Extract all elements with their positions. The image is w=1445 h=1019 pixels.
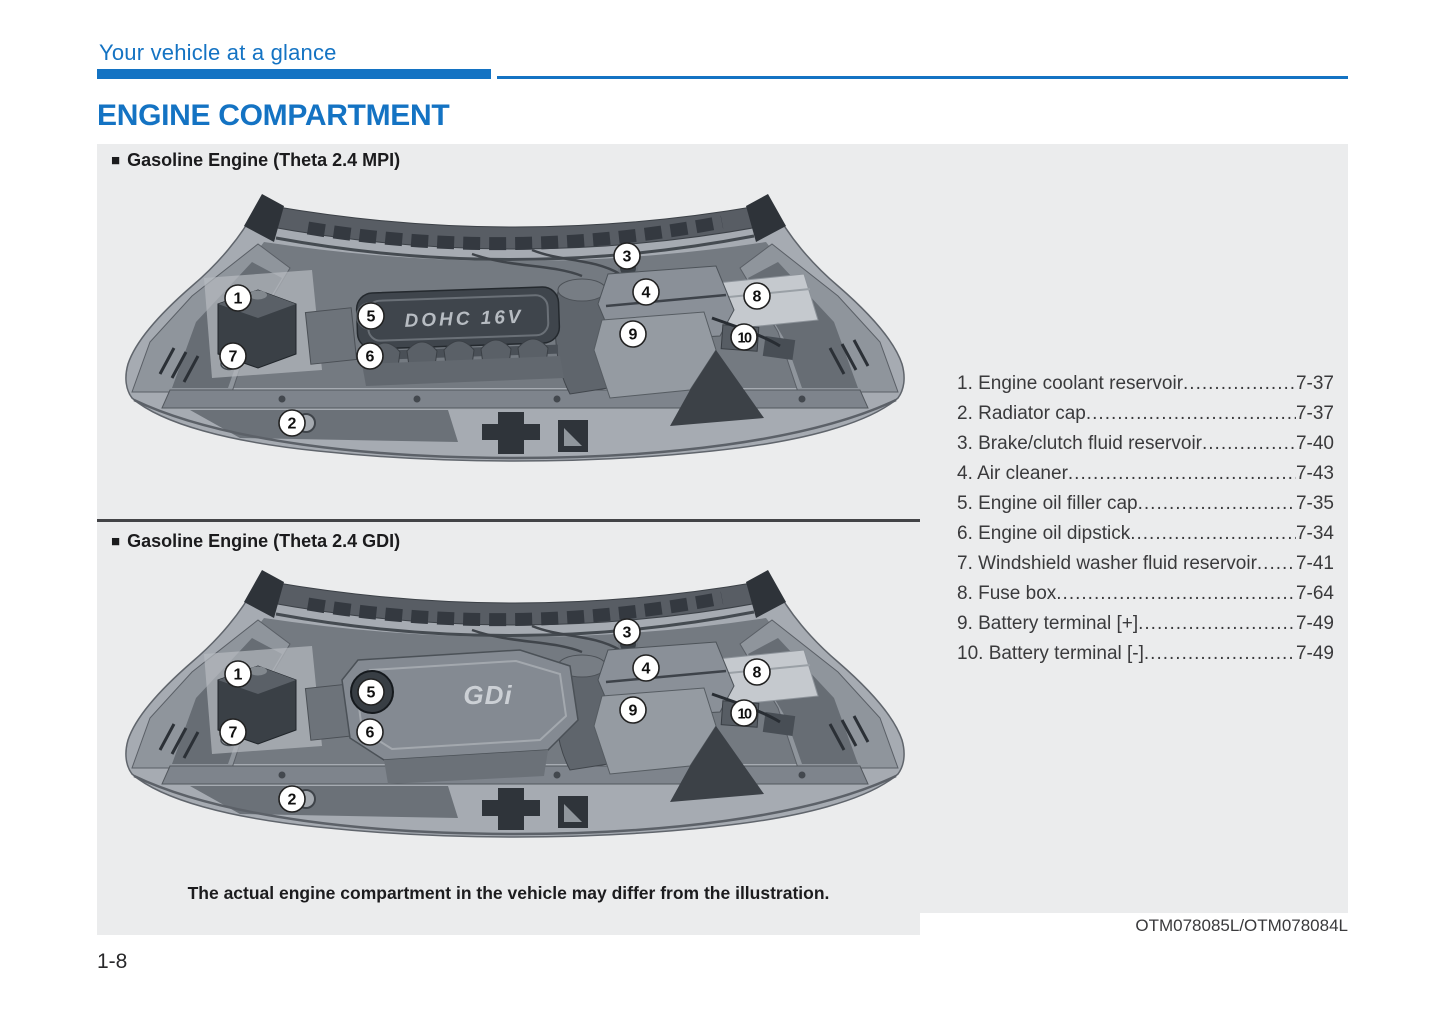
legend-label: 7. Windshield washer fluid reservoir: [957, 553, 1257, 574]
section-label-text: Gasoline Engine (Theta 2.4 MPI): [127, 150, 401, 170]
legend-label: 10. Battery terminal [-]: [957, 643, 1144, 664]
legend-page-ref: 7-41: [1295, 553, 1334, 574]
legend-label: 3. Brake/clutch fluid reservoir: [957, 433, 1202, 454]
section-label-gdi: [111, 531, 400, 552]
section-label-mpi: [111, 150, 400, 171]
legend-page-ref: 7-34: [1295, 523, 1334, 544]
legend-page-ref: 7-37: [1295, 403, 1334, 424]
square-bullet-icon: ■: [111, 533, 121, 550]
parts-legend: [957, 369, 1334, 669]
illustration-code: OTM078085L/OTM078084L: [1135, 916, 1348, 935]
engine-cover-text: DOHC 16V: [404, 306, 524, 332]
legend-item: [957, 519, 1334, 549]
legend-item: [957, 549, 1334, 579]
legend-item: [957, 489, 1334, 519]
page-number: 1-8: [97, 950, 128, 973]
legend-item: [957, 429, 1334, 459]
header-rule-thick: [97, 69, 491, 79]
legend-page-ref: 7-49: [1295, 643, 1334, 664]
legend-label: 8. Fuse box: [957, 583, 1057, 604]
legend-item: [957, 459, 1334, 489]
breadcrumb: Your vehicle at a glance: [99, 40, 337, 65]
engine-cover-text: GDi: [463, 680, 513, 710]
legend-page-ref: 7-43: [1295, 463, 1334, 484]
legend-page-ref: 7-49: [1295, 613, 1334, 634]
dot-leader: [1130, 519, 1296, 549]
legend-item: [957, 639, 1334, 669]
legend-page-ref: 7-35: [1295, 493, 1334, 514]
dot-leader: [1183, 369, 1296, 399]
section-label-text: Gasoline Engine (Theta 2.4 GDI): [127, 531, 401, 551]
engine-diagram-mpi: [112, 192, 918, 464]
legend-label: 5. Engine oil filler cap: [957, 493, 1138, 514]
dot-leader: [1202, 429, 1296, 459]
legend-page-ref: 7-37: [1295, 373, 1334, 394]
legend-label: 6. Engine oil dipstick: [957, 523, 1131, 544]
legend-label: 9. Battery terminal [+]: [957, 613, 1139, 634]
dot-leader: [1138, 489, 1296, 519]
legend-item: [957, 369, 1334, 399]
square-bullet-icon: ■: [111, 152, 121, 169]
legend-label: 4. Air cleaner: [957, 463, 1068, 484]
legend-label: 2. Radiator cap: [957, 403, 1086, 424]
page-title: ENGINE COMPARTMENT: [97, 99, 450, 132]
dot-leader: [1144, 639, 1296, 669]
legend-item: [957, 609, 1334, 639]
dot-leader: [1068, 459, 1296, 489]
exhaust-runners: [362, 339, 564, 386]
legend-item: [957, 399, 1334, 429]
dot-leader: [1257, 549, 1296, 579]
dot-leader: [1138, 609, 1296, 639]
legend-page-ref: 7-64: [1295, 583, 1334, 604]
dot-leader: [1056, 579, 1296, 609]
dot-leader: [1086, 399, 1296, 429]
legend-item: [957, 579, 1334, 609]
engine-diagram-gdi: [112, 568, 918, 840]
section-divider: [97, 519, 920, 522]
legend-page-ref: 7-40: [1295, 433, 1334, 454]
header-rule-thin: [497, 76, 1348, 79]
legend-label: 1. Engine coolant reservoir: [957, 373, 1184, 394]
illustration-disclaimer: The actual engine compartment in the vehicle may differ from the illustration.: [187, 883, 830, 903]
